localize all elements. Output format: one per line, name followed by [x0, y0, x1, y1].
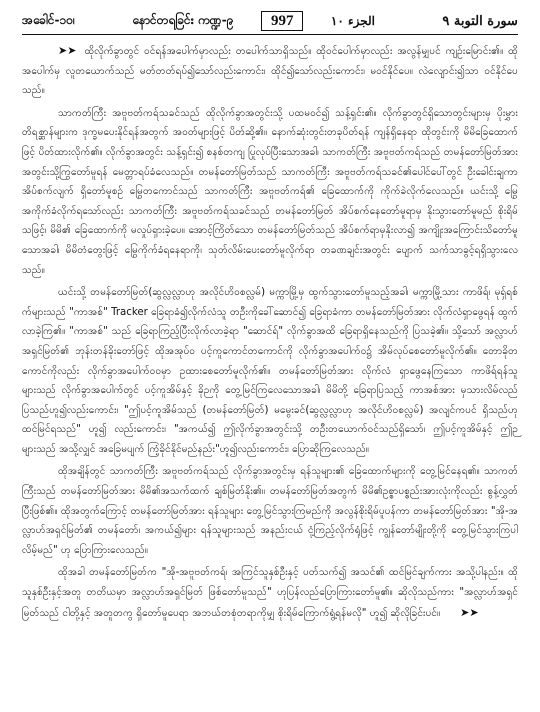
page-number: 997	[261, 11, 304, 31]
paragraph-5	[22, 563, 518, 623]
chapter-label: နောင်တရခြင်း ကဏ္ဍ-၉	[132, 13, 234, 27]
paragraph-text: သာကတ်ကြီး အဗူဗတ်ကရ်သခင်သည် ထိုလိုက်ခွာအတွင်းသို့ ပထမဝင်၍ သန့်ရှင်း၏။ လိုက်ခွာတွင်ရှိသောတွင်းများမှ ပိုးမွှားတိရစ္ဆာန်များက ဒုက္ခမပေးနိုင်ရန်အတွက် အဝတ်များဖြင့် ပိတ်ဆို့၏။ နောက်ဆုံးတွင်းတခုပိတ်ရန် ကျန်ရှိနေရာ ထိုတွင်းကို မိမိခြေထောက်ဖြင့် ပိတ်ထားလိုက်၏။ လိုက်ခွာအတွင်း သန့်ရှင်း၍ စနစ်တကျ ပြုလုပ်ပြီးသောအခါ၊ သာကတ်ကြီး အဗူဗတ်ကရ်သည် တမန်တော်မြတ်အား အတွင်းသို့ကြွတော်မူရန် မေတ္တာရပ်ခံလေသည်။ တမန်တော်မြတ်သည် သာကတ်ကြီး အဗူဗတ်ကရ်သခင်၏ပေါင်ပေါ်တွင် ဦးခေါင်းချကာ အိပ်စက်လျက် ရှိတော်မူစဉ် မြွေတကောင်သည် သာကတ်ကြီး အဗူဗတ်ကရ်၏ ခြေထောက်ကို ကိုက်ခဲလိုက်လေသည်။ ယင်းသို့ မြွေအကိုက်ခံလိုက်ရသော်လည်း သာကတ်ကြီး အဗူဗတ်ကရ်သခင်သည် တမန်တော်မြတ် အိပ်စက်နေတော်မူရာမှ နိုးသွားတော်မူမည် စိုးရိမ်သဖြင့်၊ မိမိ၏ ခြေထောက်ကို မလှုပ်ရှားခဲ့ပေ။ အောင့်ကြိတ်သော တမန်တော်မြတ်သည် အိပ်စက်ရာမှနိုးလာ၍ အကျိုးအကြောင်းသိတော်မူသောအခါ၊ မိမိတံတွေးဖြင့် မြွေကိုက်ခံရနေရာကို၊ သုတ်လိမ်းပေးတော်မူလိုက်ရာ တခဏချင်းအတွင်း ပျောက် သက်သာခွင့်ရရှိသွားလေသည်။	[22, 107, 518, 276]
page-content	[22, 35, 518, 623]
surah-label: အခေါင်-၁၀၊	[22, 13, 75, 27]
paragraph-text: ထိုအချိန်တွင် သာကတ်ကြီး အဗူဗတ်ကရ်သည် လိုက်ခွာအတွင်းမှ ရန်သူများ၏ ခြေထောက်များကို တွေ့မြင်နေရ၏။ သာကတ်ကြီးသည် တမန်တော်မြတ်အား မိမိ၏အသက်ထက် ချစ်မြတ်နိုး၏။ တမန်တော်မြတ်အတွက် မိမိ၏ဥစ္စာပစ္စည်းအားလုံးကိုလည်း စွန့်လွှတ်ပြီးဖြစ်၏။ ထိုအတွက်ကြောင့် တမန်တော်မြတ်အား ရန်သူများ တွေ့မြင်သွားကြမည်ကို အလွန်စိုးရိမ်ပူပန်ကာ တမန်တော်မြတ်အား "အို-အလ္လာဟ်အရှင်မြတ်၏ တမန်တော်၊ အကယ်၍များ ရန်သူများသည် အနည်းငယ် ငုံ့ကြည့်လိုက်ရုံဖြင့် ကျွန်တော်မျိုးတို့ကို တွေ့မြင်သွားကြပါလိမ့်မည်" ဟု ပြောကြားလေသည်။	[22, 466, 518, 556]
paragraph-text: ထိုလိုက်ခွာတွင် ဝင်ရန်အပေါက်မှာလည်း တပေါက်သာရှိသည်။ ထိုဝင်ပေါက်မှာလည်း အလွန်မျှပင် ကျဉ်းမြောင်း၏။ ထိုအပေါက်မှ လူတယောက်သည် မတ်တတ်ရပ်၍သော်လည်းကောင်း၊ ထိုင်၍သော်လည်းကောင်း၊ မဝင်နိုင်ပေ။ လဲလျောင်း၍သာ ဝင်နိုင်ပေသည်။	[22, 46, 518, 97]
paragraph-text: ထိုအခါ တမန်တော်မြတ်က "အို-အဗူဗတ်ကရ်၊ အကြင်သူနှစ်ဦးနှင့် ပတ်သက်၍ အသင်၏ ထင်မြင်ချက်ကား အသို့ပါနည်း။ ထိုသူနှစ်ဦးနှင့်အတူ တတိယမှာ အလ္လာဟ်အရှင်မြတ် ဖြစ်တော်မူသည်" ဟုပြန်လည်ပြောကြားတော်မူ၏။ ဆိုလိုသည်ကား "အလ္လာဟ်အရှင်မြတ်သည် ငါတို့နှင့် အတူတကွ ရှိတော်မူပေရာ အဘယ်တစုံတရာကိုမျှ စိုးရိမ်ကြောက်ရွံ့ရန်မလို" ဟူ၍ ဆိုလိုခြင်းပင်။	[22, 567, 518, 619]
paragraph-text: ယင်းသို့ တမန်တော်မြတ်(ဆွလ္လလ္လာဟု အလိုင်ဟိဝစလ္လမ်) မက္ကာမြို့မှ ထွက်သွားတော်မူသည့်အခါ၊ မက္ကာမြို့သား ကာဖိရ်၊ မုရှ်ရစ်က်များသည် "ကာအစ်" Tracker ခြေရာခံ၍လိုက်လံသူ တဦးကိုခေါ်ဆောင်၍ ခြေရာခံကာ တမန်တော်မြတ်အား လိုက်လံရှာဖွေရန် ထွက်လာခဲ့ကြ၏။ "ကာအစ်" သည် ခြေရာကြည့်ပြီးလိုက်လာခဲ့ရာ "ဆောင်ရ်" လိုက်ခွာအထိ ခြေရာရှိနေသည်ကို ပြသခဲ့၏။ သို့သော် အလ္လာဟ်အရှင်မြတ်၏ ဘုန်းတန်ခိုးတော်ဖြင့် ထိုအအုပ်ဝ ပင့်ကူကောင်တကောင်ကို လိုက်ခွာအပေါက်ဝ၌ အိမ်လုပ်စေတော်မူလိုက်၏။ တောခိုတကောင်ကိုလည်း လိုက်ခွာအပေါက်ဝဝမှာ ဥထားစေတော်မူလိုက်၏။ တမန်တော်မြတ်အား လိုက်လံ ရှာဖွေနေကြသော ကာဖိရ်ရန်သူများသည် လိုက်ခွာအပေါက်တွင် ပင့်ကူအိမ်နှင့် ခိုဉကို တွေ့မြင်ကြလေသောအခါ၊ မိမိတို့ ခြေရာပြသည့် ကာအစ်အား မှသားလိမ်လည်ပြသည်ဟူ၍လည်းကောင်း၊ "ဤပင့်ကူအိမ်သည် (တမန်တော်မြတ်) မမွေးခင်(ဆွလ္လလ္လာဟု အလိုင်ဟိဝစလ္လမ်) အလျင်ကပင် ရှိသည်ဟု ထင်မြင်ရသည်" ဟူ၍ လည်းကောင်း၊ "အကယ်၍ ဤလိုက်ခွာအတွင်းသို့ တဦးတယောက်ဝင်သည်ရှိသော်၊ ဤပင့်ကူအိမ်နှင့် ဤဉများသည် အသို့လျှင် အခြေမပျက် ကြံ့ခိုင်နိုင်မည်နည်း"ဟူ၍လည်းကောင်း၊ ပြောဆိုကြလေသည်။	[22, 287, 518, 455]
paragraph-2	[22, 104, 518, 280]
page-header	[22, 8, 518, 35]
end-marker-icon: ➤➤	[460, 605, 479, 619]
surah-arabic-title: سورة التوبة ٩	[442, 13, 518, 29]
juz-label: الجزء ١٠	[330, 14, 375, 28]
paragraph-1	[22, 41, 518, 101]
paragraph-3	[22, 283, 518, 459]
section-marker-icon: ➤➤	[58, 44, 77, 57]
paragraph-4	[22, 462, 518, 560]
